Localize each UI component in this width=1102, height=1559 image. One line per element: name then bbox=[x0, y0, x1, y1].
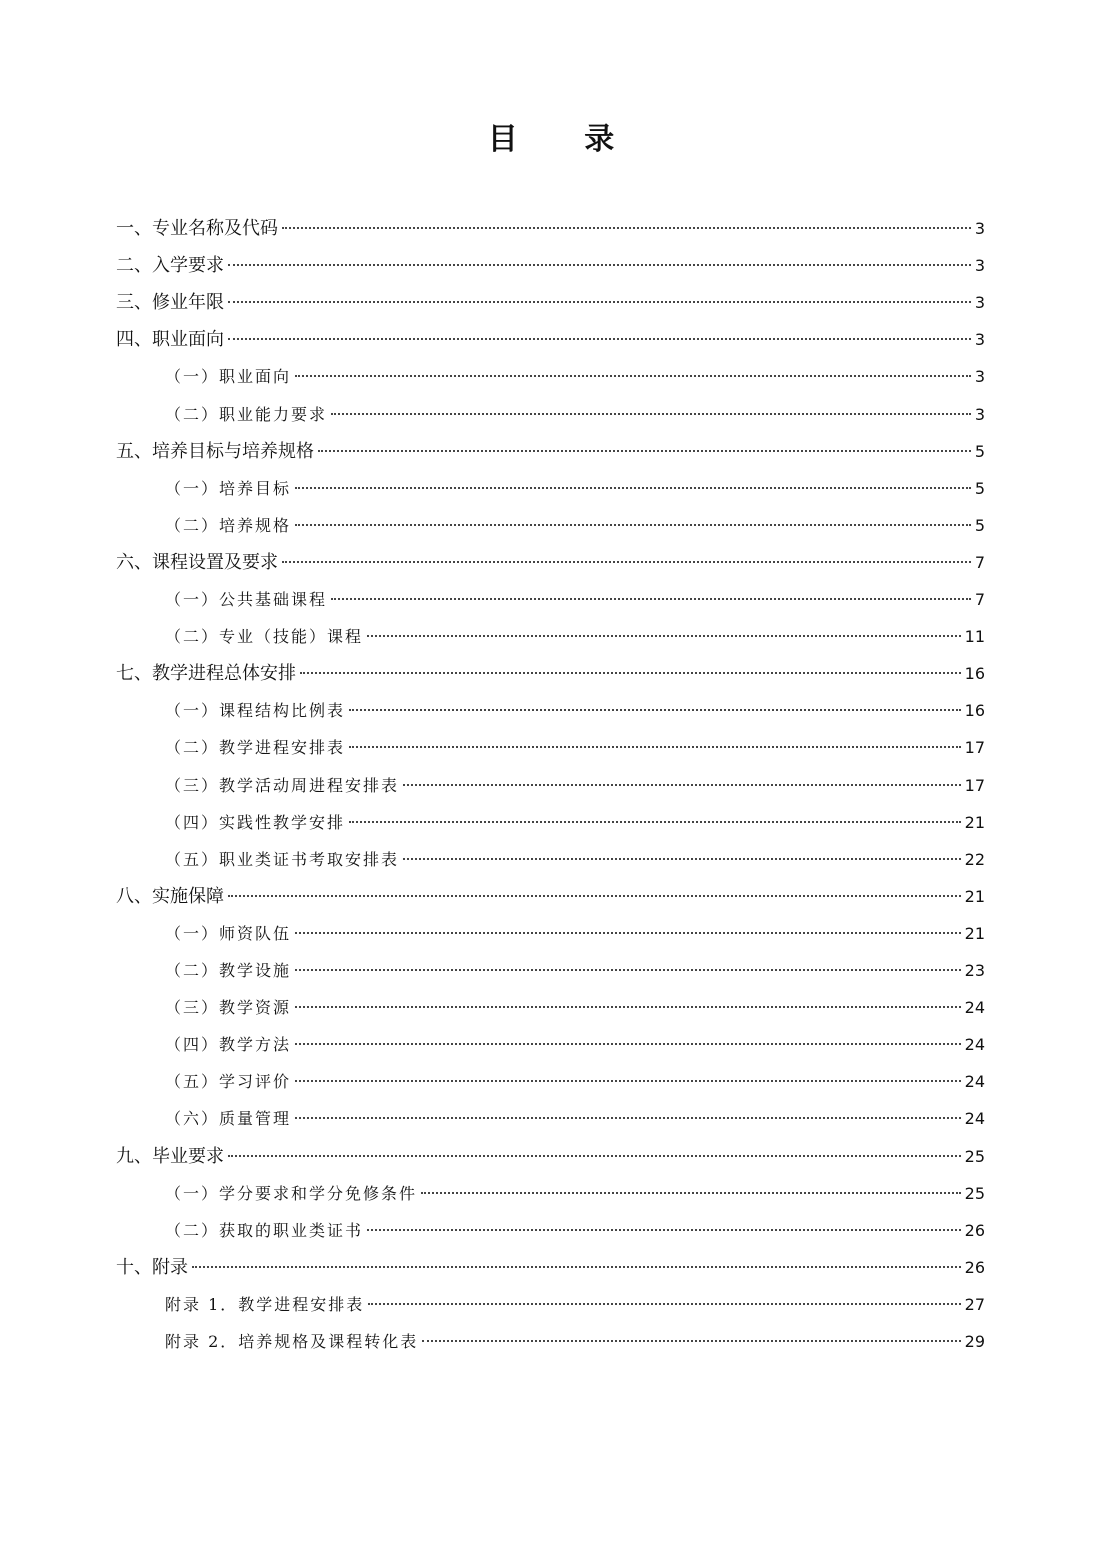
toc-section-entry[interactable] bbox=[116, 321, 985, 358]
toc-entry-label: （二）职业能力要求 bbox=[165, 404, 328, 424]
toc-entry-label: （一）师资队伍 bbox=[165, 923, 292, 943]
toc-entry-label: 六、课程设置及要求 bbox=[116, 551, 278, 573]
toc-subsection-entry[interactable] bbox=[165, 358, 985, 395]
toc-entry-label: 附录 2．培养规格及课程转化表 bbox=[165, 1332, 419, 1351]
toc-page-number: 26 bbox=[964, 1220, 985, 1240]
toc-page-number: 5 bbox=[974, 441, 985, 461]
toc-subsection-entry[interactable] bbox=[165, 581, 985, 618]
toc-entry-label: 十、附录 bbox=[116, 1256, 188, 1278]
toc-entry-label: 七、教学进程总体安排 bbox=[116, 663, 296, 685]
toc-section-entry[interactable] bbox=[116, 210, 985, 247]
toc-entry-label: （四）教学方法 bbox=[165, 1035, 292, 1055]
toc-dot-leader bbox=[295, 524, 971, 526]
toc-entry-label: （一）学分要求和学分免修条件 bbox=[165, 1183, 418, 1203]
toc-entry-label: （一）公共基础课程 bbox=[165, 590, 328, 609]
toc-section-entry[interactable] bbox=[116, 878, 985, 915]
toc-page-number: 25 bbox=[964, 1146, 985, 1166]
toc-page-number: 24 bbox=[964, 1072, 985, 1092]
toc-page-number: 24 bbox=[964, 1035, 985, 1055]
toc-page-number: 21 bbox=[964, 886, 985, 906]
toc-entry-label: 八、实施保障 bbox=[116, 885, 224, 907]
toc-subsection-entry[interactable] bbox=[165, 804, 985, 841]
toc-entry-label: （五）学习评价 bbox=[165, 1072, 292, 1092]
toc-subsection-entry[interactable] bbox=[165, 1286, 985, 1323]
toc-dot-leader bbox=[300, 672, 961, 674]
toc-section-entry[interactable] bbox=[116, 284, 985, 321]
toc-dot-leader bbox=[192, 1266, 961, 1268]
toc-entry-label: （四）实践性教学安排 bbox=[165, 812, 346, 832]
toc-page-number: 26 bbox=[964, 1257, 985, 1277]
toc-page-number: 5 bbox=[974, 478, 985, 498]
toc-page-number: 7 bbox=[974, 590, 985, 609]
toc-entry-label: 四、职业面向 bbox=[116, 329, 224, 351]
toc-section-entry[interactable] bbox=[116, 1249, 985, 1286]
toc-subsection-entry[interactable] bbox=[165, 692, 985, 729]
toc-page-number: 3 bbox=[974, 367, 985, 387]
toc-entry-label: （一）职业面向 bbox=[165, 367, 292, 387]
toc-dot-leader bbox=[349, 709, 961, 711]
toc-subsection-entry[interactable] bbox=[165, 1100, 985, 1137]
toc-dot-leader bbox=[318, 450, 971, 452]
toc-page-number: 5 bbox=[974, 515, 985, 535]
toc-page-number: 16 bbox=[964, 701, 985, 721]
toc-page-number: 16 bbox=[964, 664, 985, 684]
toc-section-entry[interactable] bbox=[116, 433, 985, 470]
toc-dot-leader bbox=[282, 227, 971, 229]
toc-subsection-entry[interactable] bbox=[165, 1063, 985, 1100]
toc-dot-leader bbox=[295, 487, 971, 489]
toc-dot-leader bbox=[421, 1192, 961, 1194]
toc-page-number: 17 bbox=[964, 738, 985, 758]
toc-subsection-entry[interactable] bbox=[165, 989, 985, 1026]
toc-dot-leader bbox=[331, 413, 971, 415]
toc-entry-label: 一、专业名称及代码 bbox=[116, 218, 278, 239]
toc-page-number: 21 bbox=[964, 923, 985, 943]
toc-entry-label: 附录 1．教学进程安排表 bbox=[165, 1294, 365, 1314]
toc-section-entry[interactable] bbox=[116, 1138, 985, 1175]
toc-entry-label: （二）获取的职业类证书 bbox=[165, 1220, 364, 1240]
toc-dot-leader bbox=[295, 1117, 961, 1119]
toc-section-entry[interactable] bbox=[116, 655, 985, 692]
toc-dot-leader bbox=[331, 598, 971, 600]
toc-page-number: 24 bbox=[964, 998, 985, 1018]
toc-entry-label: （一）培养目标 bbox=[165, 478, 292, 498]
toc-dot-leader bbox=[349, 746, 961, 748]
toc-dot-leader bbox=[228, 338, 971, 340]
toc-entry-label: 二、入学要求 bbox=[116, 255, 224, 277]
toc-page-number: 27 bbox=[964, 1294, 985, 1314]
page-title: 目 录 bbox=[487, 122, 643, 157]
toc-subsection-entry[interactable] bbox=[165, 841, 985, 878]
toc-dot-leader bbox=[295, 932, 961, 934]
toc-entry-label: 五、培养目标与培养规格 bbox=[116, 440, 314, 462]
toc-subsection-entry[interactable] bbox=[165, 1026, 985, 1063]
toc-dot-leader bbox=[228, 264, 971, 266]
toc-page-number: 3 bbox=[974, 293, 985, 313]
toc-subsection-entry[interactable] bbox=[165, 729, 985, 766]
toc-dot-leader bbox=[228, 301, 971, 303]
toc-dot-leader bbox=[228, 895, 961, 897]
toc-subsection-entry[interactable] bbox=[165, 952, 985, 989]
toc-dot-leader bbox=[349, 821, 961, 823]
toc-dot-leader bbox=[368, 1303, 960, 1305]
toc-subsection-entry[interactable] bbox=[165, 1212, 985, 1249]
toc-dot-leader bbox=[422, 1340, 960, 1342]
toc-entry-label: 三、修业年限 bbox=[116, 292, 224, 314]
toc-dot-leader bbox=[295, 1080, 961, 1082]
toc-page-number: 11 bbox=[964, 627, 985, 647]
toc-page-number: 17 bbox=[964, 775, 985, 795]
toc-page-number: 25 bbox=[964, 1183, 985, 1203]
toc-dot-leader bbox=[295, 1006, 961, 1008]
toc-page-number: 7 bbox=[974, 552, 985, 572]
toc-dot-leader bbox=[282, 561, 971, 563]
toc-subsection-entry[interactable] bbox=[165, 396, 985, 433]
toc-page-number: 23 bbox=[964, 961, 985, 980]
toc-subsection-entry[interactable] bbox=[165, 507, 985, 544]
toc-dot-leader bbox=[367, 1229, 961, 1231]
toc-dot-leader bbox=[295, 1043, 961, 1045]
toc-entry-label: （三）教学活动周进程安排表 bbox=[165, 775, 400, 795]
toc-dot-leader bbox=[403, 858, 961, 860]
toc-dot-leader bbox=[295, 969, 961, 971]
toc-page-number: 3 bbox=[974, 219, 985, 238]
toc-section-entry[interactable] bbox=[116, 247, 985, 284]
toc-dot-leader bbox=[403, 784, 961, 786]
toc-entry-label: （六）质量管理 bbox=[165, 1109, 292, 1129]
toc-subsection-entry[interactable] bbox=[165, 767, 985, 804]
toc-page-number: 3 bbox=[974, 330, 985, 350]
toc-entry-label: （二）专业（技能）课程 bbox=[165, 627, 364, 647]
toc-entry-label: （一）课程结构比例表 bbox=[165, 701, 346, 721]
toc-page-number: 3 bbox=[974, 256, 985, 276]
toc-entry-label: （三）教学资源 bbox=[165, 998, 292, 1018]
toc-page-number: 22 bbox=[964, 849, 985, 869]
toc-page-number: 21 bbox=[964, 812, 985, 832]
toc-page-number: 29 bbox=[964, 1332, 985, 1351]
toc-dot-leader bbox=[228, 1155, 961, 1157]
toc-dot-leader bbox=[295, 375, 971, 377]
toc-page-number: 3 bbox=[974, 404, 985, 424]
toc-subsection-entry[interactable] bbox=[165, 470, 985, 507]
toc-subsection-entry[interactable] bbox=[165, 915, 985, 952]
toc-dot-leader bbox=[367, 635, 961, 637]
toc-entry-label: 九、毕业要求 bbox=[116, 1145, 224, 1167]
toc-subsection-entry[interactable] bbox=[165, 1323, 985, 1360]
toc-entry-label: （五）职业类证书考取安排表 bbox=[165, 849, 400, 869]
toc-entry-label: （二）培养规格 bbox=[165, 515, 292, 535]
toc-entry-label: （二）教学设施 bbox=[165, 961, 292, 980]
toc-entry-label: （二）教学进程安排表 bbox=[165, 738, 346, 758]
toc-subsection-entry[interactable] bbox=[165, 618, 985, 655]
toc-subsection-entry[interactable] bbox=[165, 1175, 985, 1212]
toc-section-entry[interactable] bbox=[116, 544, 985, 581]
toc-page-number: 24 bbox=[964, 1109, 985, 1129]
